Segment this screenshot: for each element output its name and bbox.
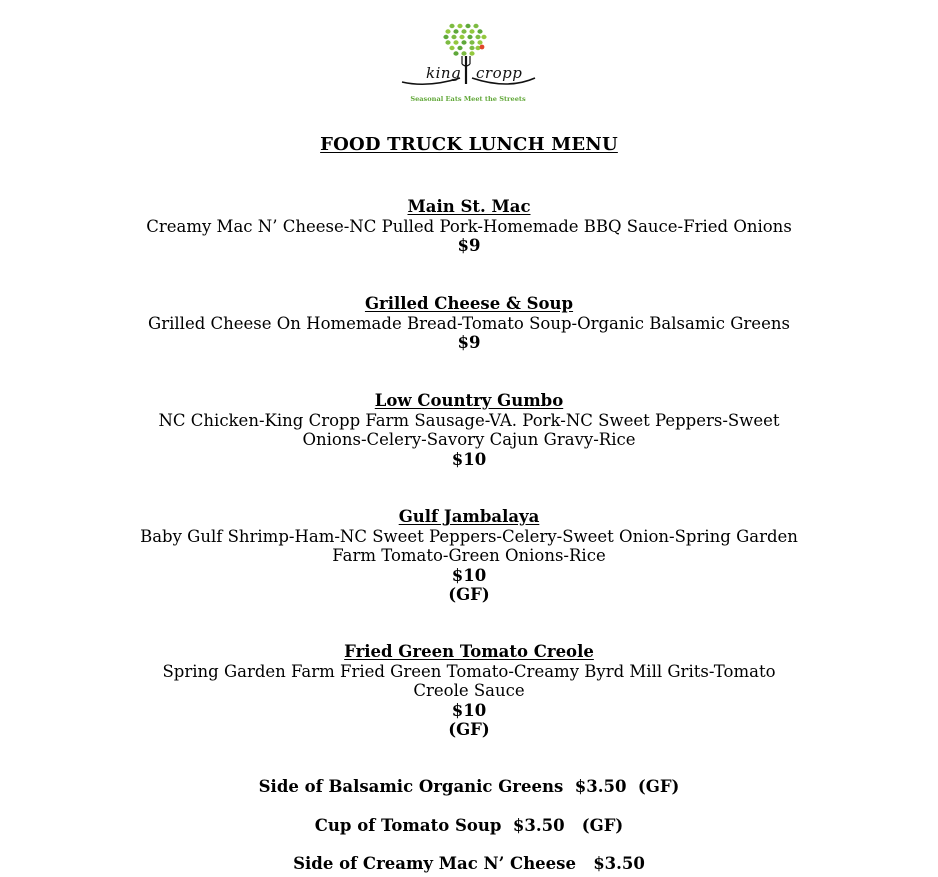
menu-item-name: Grilled Cheese & Soup bbox=[364, 294, 574, 313]
tree-fork-icon bbox=[398, 20, 538, 100]
menu-item-price: $10 bbox=[451, 449, 487, 469]
side-item: Cup of Tomato Soup $3.50 (GF) bbox=[314, 816, 624, 835]
menu-item-name: Low Country Gumbo bbox=[374, 391, 564, 410]
logo-name-left: king bbox=[426, 64, 462, 82]
king-cropp-logo bbox=[398, 20, 538, 106]
menu-item-description: Creamy Mac N’ Cheese-NC Pulled Pork-Homemade BBQ Sauce-Fried Onions bbox=[146, 216, 792, 236]
side-item: Side of Creamy Mac N’ Cheese $3.50 bbox=[293, 854, 645, 873]
menu-item bbox=[0, 197, 938, 256]
menu-item-description: Grilled Cheese On Homemade Bread-Tomato Soup-Organic Balsamic Greens bbox=[148, 313, 790, 333]
menu-item-price: $10 bbox=[451, 700, 487, 720]
menu-item bbox=[0, 642, 938, 740]
menu-item-description: Onions-Celery-Savory Cajun Gravy-Rice bbox=[302, 430, 636, 449]
logo-tagline: Seasonal Eats Meet the Streets bbox=[410, 95, 526, 103]
side-item: Side of Balsamic Organic Greens $3.50 (GF) bbox=[258, 777, 680, 796]
menu-item-name: Fried Green Tomato Creole bbox=[344, 642, 594, 661]
menu-item-description: NC Chicken-King Cropp Farm Sausage-VA. Pork-NC Sweet Peppers-Sweet bbox=[158, 410, 780, 430]
menu-item-name: Main St. Mac bbox=[407, 197, 531, 216]
menu-item-name: Gulf Jambalaya bbox=[398, 507, 540, 526]
menu-item-description: Creole Sauce bbox=[413, 681, 525, 700]
menu-item bbox=[0, 391, 938, 469]
menu-item-price: $10 bbox=[451, 565, 487, 585]
menu-item-price: $9 bbox=[457, 333, 481, 352]
menu-item-description: Baby Gulf Shrimp-Ham-NC Sweet Peppers-Celery-Sweet Onion-Spring Garden bbox=[140, 526, 798, 546]
menu-item bbox=[0, 507, 938, 605]
menu-item-description: Spring Garden Farm Fried Green Tomato-Creamy Byrd Mill Grits-Tomato bbox=[162, 661, 776, 681]
gluten-free-tag: (GF) bbox=[448, 720, 490, 739]
menu-item bbox=[0, 294, 938, 353]
menu-title: FOOD TRUCK LUNCH MENU bbox=[320, 134, 618, 155]
logo-name-right: cropp bbox=[476, 64, 523, 82]
menu-item-price: $9 bbox=[457, 236, 481, 255]
gluten-free-tag: (GF) bbox=[448, 585, 490, 604]
menu-item-description: Farm Tomato-Green Onions-Rice bbox=[332, 546, 606, 565]
